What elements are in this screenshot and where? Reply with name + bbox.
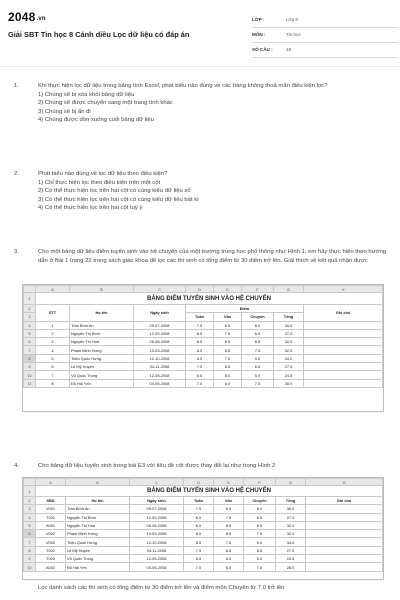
column-letter: C (134, 286, 186, 293)
column-header-row (24, 286, 383, 293)
row-number: 10 (24, 371, 36, 379)
meta-value: Tin học (286, 27, 398, 42)
cell: Nguyễn Thị Bình (70, 329, 134, 337)
spreadsheet-figure-2 (22, 477, 384, 580)
cell: 32.0 (276, 530, 306, 538)
table-row (24, 354, 383, 362)
cell: 04-05-2008 (130, 563, 184, 571)
cell: 7.5 (184, 546, 214, 554)
cell: 04-11-2008 (134, 363, 186, 371)
cell: 12-10-2008 (130, 538, 184, 546)
cell: 8.5 (186, 346, 214, 354)
page-header (0, 0, 400, 64)
cell: 6.5 (184, 521, 214, 529)
sheet-title: BẢNG ĐIỂM TUYỂN SINH VÀO HỆ CHUYÊN (36, 486, 383, 497)
cell (304, 329, 383, 337)
sheet-row (24, 305, 383, 313)
header-cell: Toán (186, 313, 214, 321)
cell: 6.5 (244, 513, 276, 521)
sheet-row (24, 486, 383, 497)
row-number: 8 (24, 354, 36, 362)
column-letter: B (70, 286, 134, 293)
cell: Lê Mỹ Huyền (66, 546, 130, 554)
row-number: 2 (24, 305, 36, 313)
cell (306, 546, 383, 554)
cell: Đỗ Hải Yến (70, 379, 134, 387)
cell: 06-08-2008 (134, 338, 186, 346)
row-number: 5 (24, 521, 36, 529)
cell: A001 (36, 521, 66, 529)
question-1 (14, 82, 394, 125)
header-cell: Ngày sinh (134, 305, 186, 322)
cell (304, 338, 383, 346)
score-table-2 (23, 478, 383, 572)
cell: 12-10-2008 (134, 354, 186, 362)
question-option: 1) Chúng sẽ bị xóa khỏi bảng dữ liệu (38, 91, 135, 98)
cell: 6.5 (242, 363, 274, 371)
cell: Nguyễn Thị Hoa (66, 521, 130, 529)
cell (304, 321, 383, 329)
table-row (24, 530, 383, 538)
cell: 7.0 (186, 379, 214, 387)
cell: 8.5 (214, 530, 244, 538)
cell: 6 (36, 363, 70, 371)
cell: 5 (36, 354, 70, 362)
header-cell: Chuyên (242, 313, 274, 321)
table-row (24, 538, 383, 546)
cell: 7.5 (214, 538, 244, 546)
header-divider (0, 66, 400, 67)
site-logo[interactable] (8, 10, 46, 24)
header-cell: Họ tên (70, 305, 134, 322)
cell: 8.0 (214, 555, 244, 563)
cell: 8.5 (184, 538, 214, 546)
meta-key: MÔN : (252, 27, 286, 42)
row-number: 11 (24, 379, 36, 387)
row-number: 7 (24, 346, 36, 354)
header-cell: Ghi chú (304, 305, 383, 322)
cell: Trần Bình An (66, 505, 130, 513)
cell: 27.0 (276, 546, 306, 554)
cell: 6.5 (186, 329, 214, 337)
cell: 7 (36, 371, 70, 379)
column-letter: G (274, 286, 304, 293)
header-cell: Điểm (186, 305, 304, 313)
sheet-title: BẢNG ĐIỂM TUYỂN SINH VÀO HỆ CHUYÊN (36, 293, 383, 305)
cell: 24.5 (276, 555, 306, 563)
row-number: 3 (24, 505, 36, 513)
header-cell: Ngày sinh (130, 497, 184, 505)
cell: 28.0 (274, 379, 304, 387)
question-3 (14, 248, 394, 265)
logo-text: 2048 (8, 10, 36, 24)
cell: 8.5 (214, 338, 242, 346)
row-number: 8 (24, 546, 36, 554)
spreadsheet-figure-1 (22, 284, 384, 412)
row-number: 2 (24, 497, 36, 505)
table-row (24, 363, 383, 371)
cell: Nguyễn Thị Bình (66, 513, 130, 521)
cell: Lê Mỹ Huyền (70, 363, 134, 371)
cell: V001 (36, 505, 66, 513)
table-row (24, 505, 383, 513)
column-letter: D (184, 479, 214, 486)
cell (306, 538, 383, 546)
row-number: 5 (24, 329, 36, 337)
cell (304, 354, 383, 362)
cell: 27.0 (274, 329, 304, 337)
header-cell: Toán (184, 497, 214, 505)
cell: 8.5 (214, 521, 244, 529)
cell: Phạm Minh Hưng (66, 530, 130, 538)
meta-row-count (252, 42, 398, 57)
question-number: 1. (14, 83, 19, 89)
cell: 8.5 (244, 521, 276, 529)
cell: 8.0 (214, 371, 242, 379)
question-task-text: Lọc danh sách các thí sinh có tổng điểm từ 30 điểm trở lên và điểm môn Chuyên từ 7.0 trở lên (38, 585, 285, 591)
cell: 04-05-2008 (134, 379, 186, 387)
column-letter: G (276, 479, 306, 486)
cell: 9.0 (242, 354, 274, 362)
cell: 12-05-2008 (134, 371, 186, 379)
column-letter: E (214, 479, 244, 486)
question-number: 4. (14, 463, 19, 469)
question-text: Cho một bảng dữ liệu điểm tuyển sinh vào hệ chuyên của một trường trung học phổ thông như Hình 1, em hãy thực hiện theo hướng dẫn ở Bài 1 trang 22 trong sách giáo khoa để lọc các thí sinh có tổng điểm từ 30 điểm trở lên. Giải thích về kết quả nhận được (38, 249, 387, 264)
question-option: 2) Có thể thực hiện lọc trên hai cột có cùng kiểu dữ liệu số (38, 188, 191, 195)
question-4 (14, 462, 394, 471)
corner-cell (24, 479, 36, 486)
cell: 8.5 (214, 346, 242, 354)
table-row (24, 338, 383, 346)
cell: T002 (36, 546, 66, 554)
cell: 12-09-2008 (130, 513, 184, 521)
cell (304, 363, 383, 371)
document-title: Giải SBT Tin học 8 Cánh diều Lọc dữ liệu có đáp án (8, 30, 190, 39)
logo-suffix: .vn (36, 16, 46, 22)
cell: Vũ Quốc Trung (66, 555, 130, 563)
cell: 28.0 (276, 563, 306, 571)
cell (304, 379, 383, 387)
meta-value: 18 (286, 42, 398, 57)
row-number: 10 (24, 563, 36, 571)
table-row (24, 563, 383, 571)
cell: 12-09-2008 (134, 329, 186, 337)
meta-info-table (252, 12, 398, 58)
column-letter: F (244, 479, 276, 486)
question-text: Phát biểu nào đúng về lọc dữ liệu theo điều kiện? (38, 171, 168, 177)
meta-row-class (252, 12, 398, 27)
column-letter: A (36, 479, 66, 486)
cell: 7.5 (214, 354, 242, 362)
table-row (24, 521, 383, 529)
cell: 32.0 (276, 521, 306, 529)
cell: 09-07-2008 (130, 505, 184, 513)
meta-value: Lớp 8 (286, 12, 398, 27)
cell: 5.0 (242, 371, 274, 379)
row-number: 9 (24, 363, 36, 371)
cell: 6.5 (186, 338, 214, 346)
cell: 7.5 (184, 505, 214, 513)
row-number: 1 (24, 293, 36, 305)
header-cell: Tổng (276, 497, 306, 505)
column-letter: H (306, 479, 383, 486)
cell: Nguyễn Thị Hoa (70, 338, 134, 346)
meta-row-subject (252, 27, 398, 42)
question-option: 3) Có thể thực hiện lọc trên hai cột có cùng kiểu dữ liệu bất kì (38, 196, 199, 203)
cell: 6.5 (214, 505, 244, 513)
column-letter: E (214, 286, 242, 293)
header-cell: Ghi chú (306, 497, 383, 505)
cell: 6.0 (214, 563, 244, 571)
sheet-row (24, 293, 383, 305)
table-row (24, 555, 383, 563)
header-cell: Tổng (274, 313, 304, 321)
row-number: 9 (24, 555, 36, 563)
table-row (24, 379, 383, 387)
question-option: 4) Có thể thực hiện lọc trên hai cột tuỳ ý (38, 205, 143, 212)
cell: Triệu Quốc Hưng (66, 538, 130, 546)
column-letter: H (304, 286, 383, 293)
cell: 6.5 (214, 321, 242, 329)
cell: T001 (36, 513, 66, 521)
cell: A002 (36, 563, 66, 571)
meta-key: SỐ CÂU : (252, 42, 286, 57)
header-cell: Chuyên (244, 497, 276, 505)
question-text: Cho bảng dữ liệu tuyển sinh trong bài E3 với tiêu đề cột được thay đổi lại như trong Hình 2 (38, 463, 276, 469)
cell: 8.0 (242, 321, 274, 329)
row-number: 4 (24, 321, 36, 329)
cell: 5.0 (244, 555, 276, 563)
header-cell: SBD (36, 497, 66, 505)
cell: 34.0 (276, 538, 306, 546)
cell: 30.0 (276, 505, 306, 513)
column-letter: A (36, 286, 70, 293)
table-row (24, 513, 383, 521)
cell (306, 505, 383, 513)
cell: 27.0 (274, 363, 304, 371)
cell: 6.5 (214, 363, 242, 371)
cell: 6.5 (214, 546, 244, 554)
cell: 7.5 (214, 329, 242, 337)
cell: Phạm Minh Hưng (70, 346, 134, 354)
cell: 7.5 (186, 363, 214, 371)
cell: Vũ Quốc Trung (70, 371, 134, 379)
header-cell: Văn (214, 497, 244, 505)
corner-cell (24, 286, 36, 293)
row-number: 6 (24, 530, 36, 538)
score-table-1 (23, 285, 383, 388)
cell: 30.0 (274, 321, 304, 329)
row-number: 6 (24, 338, 36, 346)
cell: 32.0 (274, 346, 304, 354)
cell: 7.5 (242, 346, 274, 354)
cell: 7.0 (184, 563, 214, 571)
row-number: 3 (24, 313, 36, 321)
question-option: 4) Chúng được dồn xuống cuối bảng dữ liệu (38, 117, 154, 124)
header-cell: STT (36, 305, 70, 322)
column-header-row (24, 479, 383, 486)
table-row (24, 371, 383, 379)
cell: 32.0 (274, 338, 304, 346)
cell: 6.5 (244, 546, 276, 554)
cell: 8.5 (184, 530, 214, 538)
cell: 9.0 (244, 538, 276, 546)
table-row (24, 321, 383, 329)
cell: Trần Bình An (70, 321, 134, 329)
row-number: 7 (24, 538, 36, 546)
cell: 12-05-2008 (130, 555, 184, 563)
table-row (24, 329, 383, 337)
cell (306, 563, 383, 571)
row-number: 1 (24, 486, 36, 497)
cell: 3 (36, 338, 70, 346)
question-text: Khi thực hiện lọc dữ liệu trong bảng tính Excel, phát biểu nào đúng về các hàng không thoả mãn điều kiện lọc? (38, 83, 328, 89)
cell: 34.0 (274, 354, 304, 362)
cell: V002 (36, 530, 66, 538)
cell: 27.0 (276, 513, 306, 521)
cell: T003 (36, 555, 66, 563)
question-2 (14, 170, 394, 213)
cell: 4 (36, 346, 70, 354)
cell: 09-07-2008 (134, 321, 186, 329)
cell: 7.5 (214, 513, 244, 521)
header-cell: Văn (214, 313, 242, 321)
cell (304, 371, 383, 379)
cell: 6.5 (186, 371, 214, 379)
column-letter: B (66, 479, 130, 486)
cell: 6.0 (214, 379, 242, 387)
question-option: 2) Chúng sẽ được chuyển sang một trang tính khác (38, 100, 173, 107)
meta-key: LỚP : (252, 12, 286, 27)
cell: 6.5 (184, 513, 214, 521)
table-row (24, 546, 383, 554)
cell: 8 (36, 379, 70, 387)
table-row (24, 346, 383, 354)
cell: 1 (36, 321, 70, 329)
cell: 13-03-2008 (130, 530, 184, 538)
cell: Đỗ Hải Yến (66, 563, 130, 571)
cell: 7.5 (244, 530, 276, 538)
cell: Triệu Quốc Hưng (70, 354, 134, 362)
cell: 8.5 (242, 338, 274, 346)
cell: 13-03-2008 (134, 346, 186, 354)
question-4-task (14, 584, 394, 593)
cell (304, 346, 383, 354)
cell: 8.5 (186, 354, 214, 362)
cell: 24.5 (274, 371, 304, 379)
question-option: 1) Chỉ thực hiện lọc theo điều kiện trên một cột (38, 179, 161, 186)
header-cell: Họ tên (66, 497, 130, 505)
cell: 8.0 (244, 505, 276, 513)
question-option: 3) Chúng sẽ bị ẩn đi (38, 108, 91, 115)
question-number: 3. (14, 249, 19, 255)
cell: 7.5 (244, 563, 276, 571)
cell: 2 (36, 329, 70, 337)
sheet-row (24, 497, 383, 505)
column-letter: F (242, 286, 274, 293)
cell: 6.5 (242, 329, 274, 337)
cell: 04-11-2008 (130, 546, 184, 554)
cell: V003 (36, 538, 66, 546)
cell: 7.5 (242, 379, 274, 387)
cell: 6.5 (184, 555, 214, 563)
cell (306, 555, 383, 563)
cell (306, 513, 383, 521)
cell: 7.5 (186, 321, 214, 329)
column-letter: C (130, 479, 184, 486)
question-number: 2. (14, 171, 19, 177)
cell: 06-08-2008 (130, 521, 184, 529)
cell (306, 521, 383, 529)
column-letter: D (186, 286, 214, 293)
cell (306, 530, 383, 538)
row-number: 4 (24, 513, 36, 521)
